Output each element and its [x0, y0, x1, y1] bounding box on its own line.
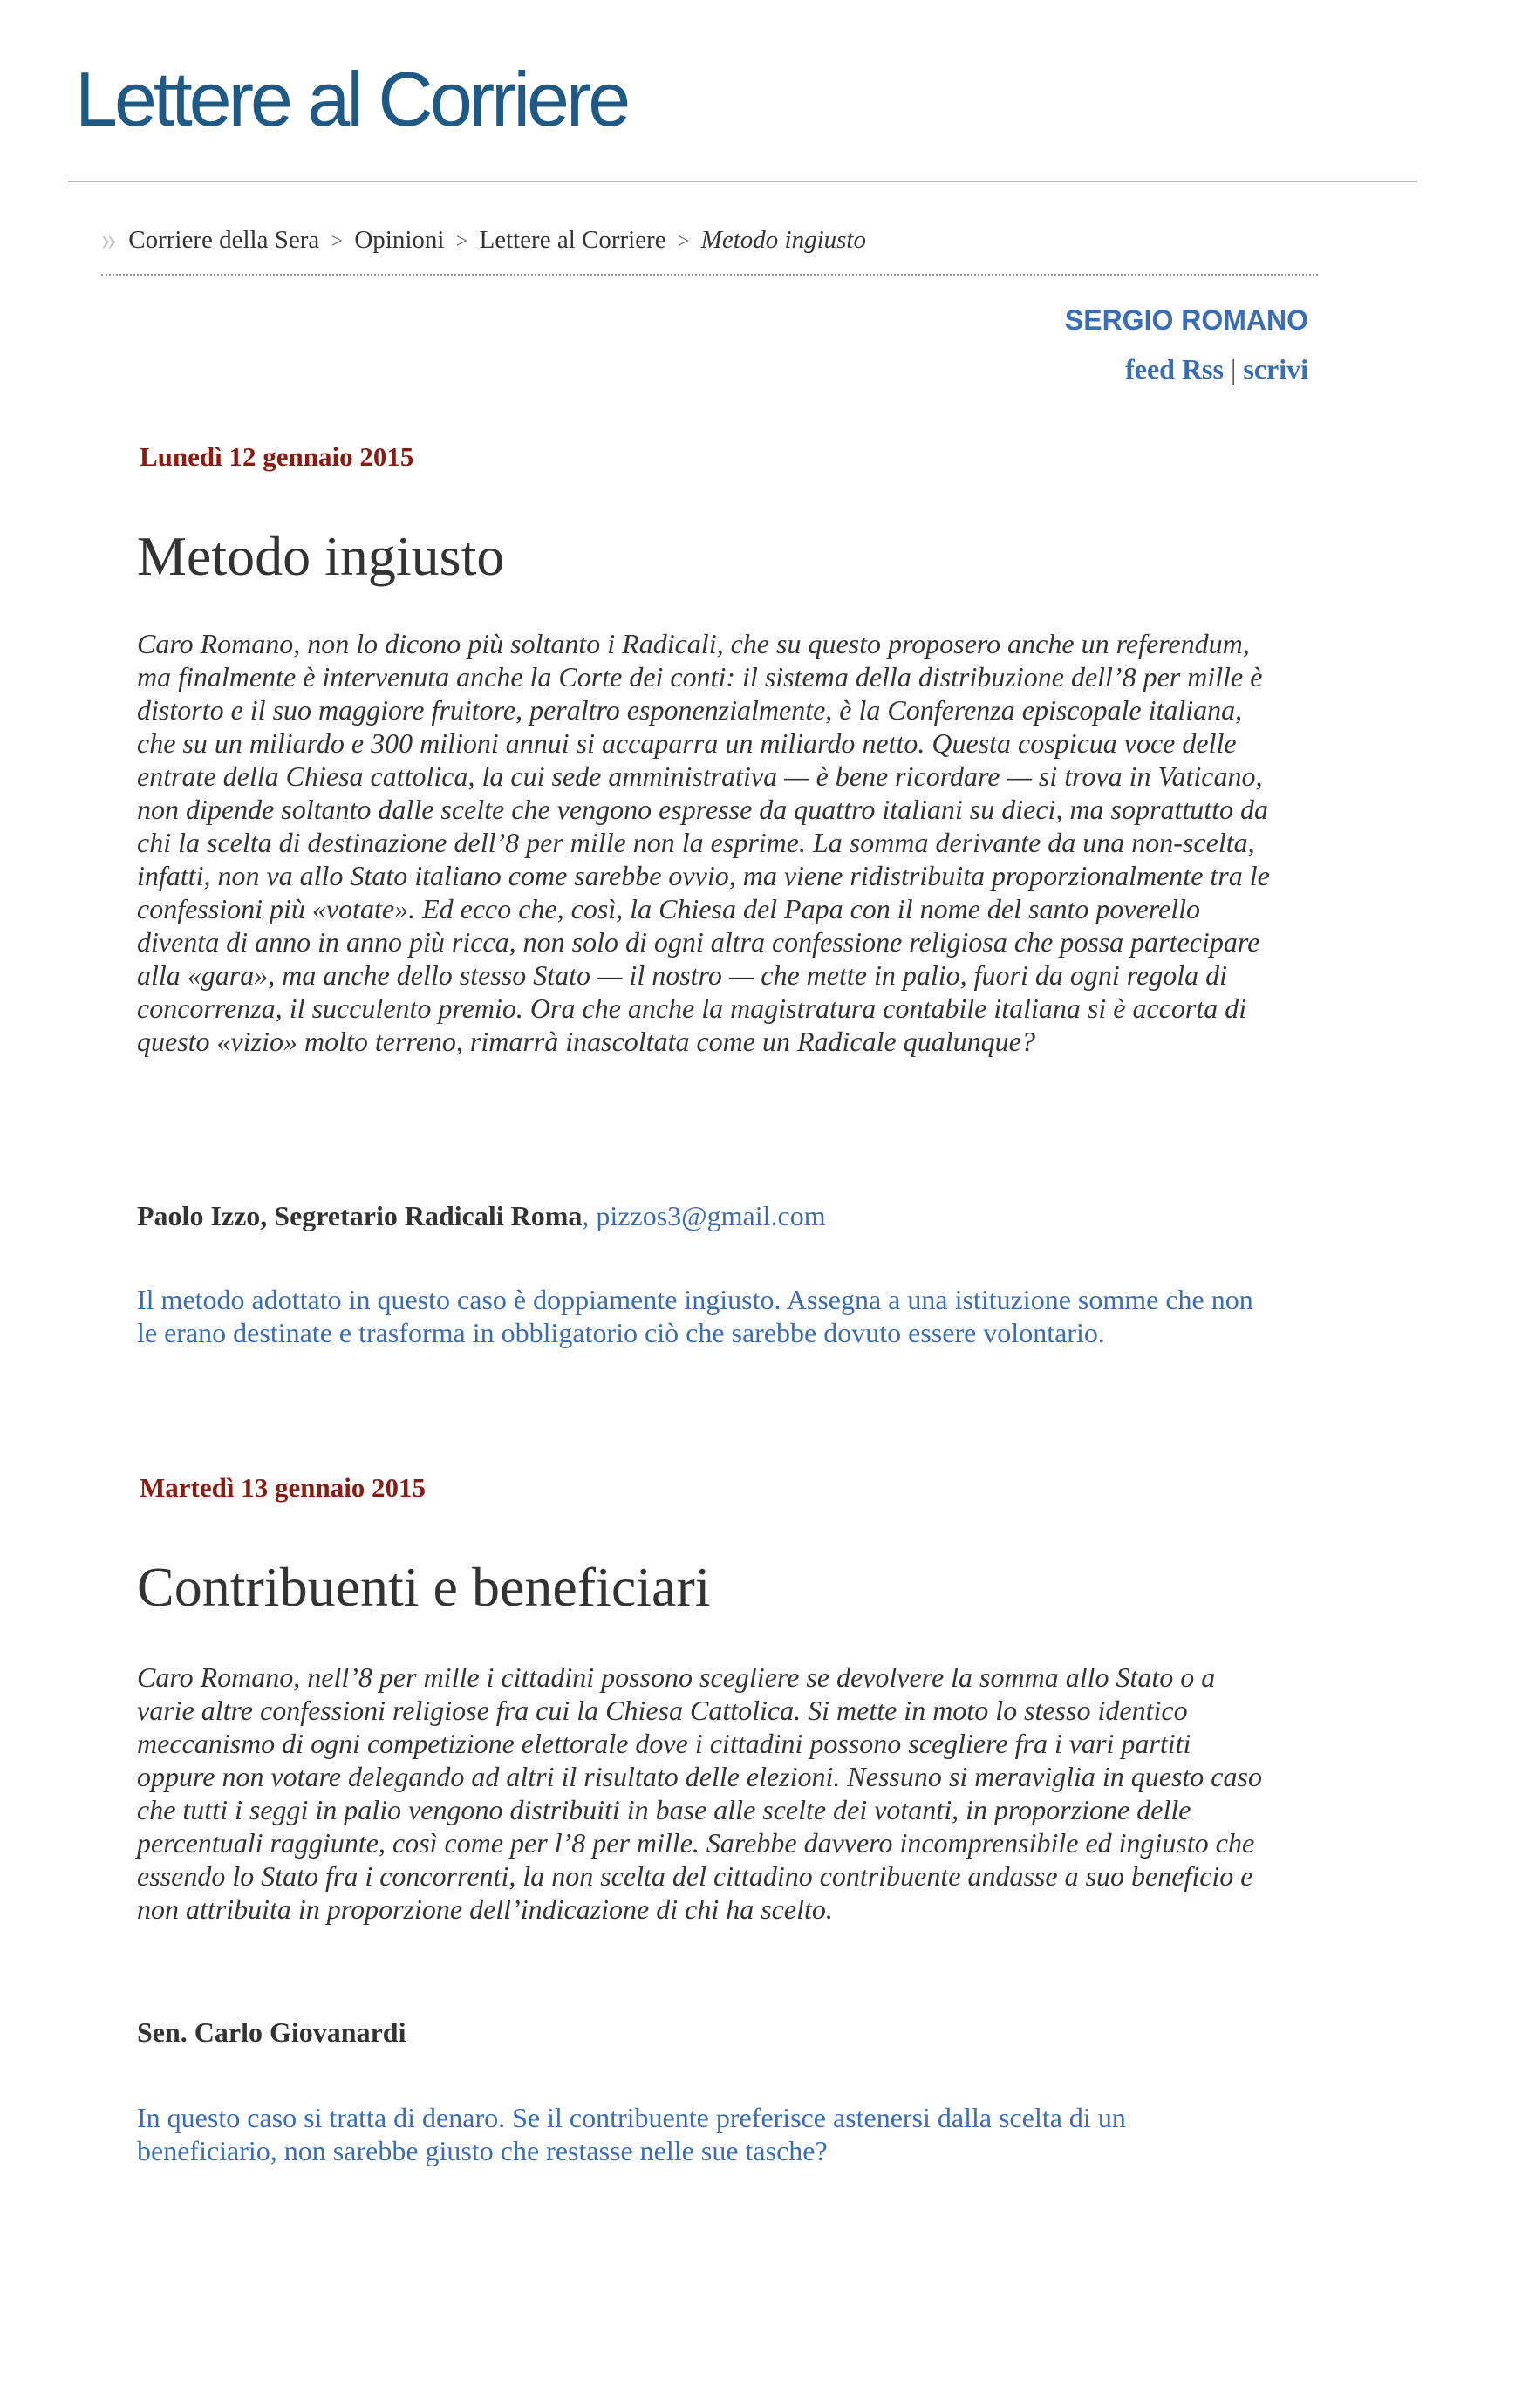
- author-name[interactable]: SERGIO ROMANO: [1064, 304, 1308, 336]
- write-link[interactable]: scrivi: [1243, 353, 1308, 385]
- signature-name: Paolo Izzo, Segretario Radicali Roma: [137, 1200, 583, 1231]
- editor-reply: Il metodo adottato in questo caso è doppiamente ingiusto. Assegna a una istituzione somme che non le erano destinate e trasforma in obbligatorio ciò che sarebbe dovuto essere volontario.: [137, 1284, 1253, 1348]
- signature-email-link[interactable]: pizzos3@gmail.com: [596, 1200, 826, 1231]
- breadcrumb-current: Metodo ingiusto: [700, 226, 866, 254]
- breadcrumb-arrow-icon: »: [101, 222, 117, 256]
- email-separator: ,: [582, 1200, 597, 1231]
- reader-letter: Caro Romano, nell’8 per mille i cittadini possono scegliere se devolvere la somma allo Stato o a varie altre confessioni religiose fra cui la Chiesa Cattolica. Si mette in moto lo stesso identico meccanismo di ogni competizione elettorale dove i cittadini possono scegliere fra i vari partiti oppure non votare delegando ad altri il risultato delle elezioni. Nessuno si meraviglia in questo caso che tutti i seggi in palio vengono distribuiti in base alle scelte dei votanti, in proporzione delle percentuali raggiunte, così come per l’8 per mille. Sarebbe davvero incomprensibile ed ingiusto che essendo lo Stato fra i concorrenti, la non scelta del cittadino contribuente andasse a suo beneficio e non attribuita in proporzione dell’indicazione di chi ha scelto.: [137, 1661, 1262, 1925]
- article-title: Contribuenti e beneficiari: [137, 1556, 711, 1618]
- links-divider: |: [1230, 353, 1237, 385]
- letter-signature: [137, 1200, 826, 1232]
- breadcrumb-separator: >: [677, 230, 690, 253]
- article-date: Martedì 13 gennaio 2015: [140, 1472, 427, 1503]
- breadcrumb-separator: >: [331, 230, 344, 253]
- masthead-title[interactable]: Lettere al Corriere: [75, 56, 628, 142]
- feed-rss-link[interactable]: feed Rss: [1125, 353, 1224, 385]
- editor-reply: In questo caso si tratta di denaro. Se il contribuente preferisce astenersi dalla scelta di un beneficiario, non sarebbe giusto che restasse nelle sue tasche?: [137, 2102, 1126, 2166]
- breadcrumb-link-opinioni[interactable]: Opinioni: [354, 226, 445, 254]
- author-links: [1125, 353, 1308, 385]
- breadcrumb: [101, 221, 866, 257]
- reader-letter: Caro Romano, non lo dicono più soltanto i Radicali, che su questo proposero anche un referendum, ma finalmente è intervenuta anche la Corte dei conti: il sistema della distribuzione dell’8 per mille è distorto e il suo maggiore fruitore, peraltro esponenzialmente, è la Conferenza episcopale italiana, che su un miliardo e 300 milioni annui si accaparra un miliardo netto. Questa cospicua voce delle entrate della Chiesa cattolica, la cui sede amministrativa — è bene ricordare — si trova in Vaticano, non dipende soltanto dalle scelte che vengono espresse da quattro italiani su dieci, ma soprattutto da chi la scelta di destinazione dell’8 per mille non la esprime. La somma derivante da una non-scelta, infatti, non va allo Stato italiano come sarebbe ovvio, ma viene ridistribuita proporzionalmente tra le confessioni più «votate». Ed ecco che, così, la Chiesa del Papa con il nome del santo poverello diventa di anno in anno più ricca, non solo di ogni altra confessione religiosa che possa partecipare alla «gara», ma anche dello stesso Stato — il nostro — che mette in palio, fuori da ogni regola di concorrenza, il succulento premio. Ora che anche la magistratura contabile italiana si è accorta di questo «vizio» molto terreno, rimarrà inascoltata come un Radicale qualunque?: [137, 628, 1270, 1057]
- breadcrumb-divider: [101, 274, 1318, 276]
- header-divider: [68, 181, 1417, 182]
- article-title: Metodo ingiusto: [137, 525, 505, 587]
- breadcrumb-link-corriere[interactable]: Corriere della Sera: [128, 226, 320, 254]
- article-date: Lunedì 12 gennaio 2015: [140, 441, 414, 472]
- breadcrumb-link-lettere[interactable]: Lettere al Corriere: [479, 226, 666, 254]
- breadcrumb-separator: >: [455, 230, 468, 253]
- signature-name: Sen. Carlo Giovanardi: [137, 2016, 406, 2048]
- letter-signature: [137, 2016, 406, 2049]
